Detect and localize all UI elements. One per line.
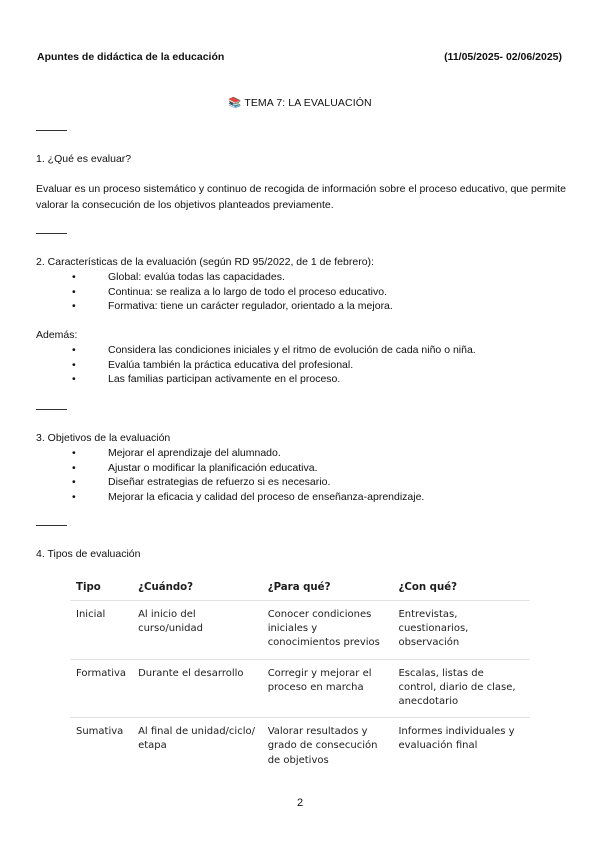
list-item: • Ajustar o modificar la planificación educativa. [36,461,424,476]
table-cell: Al inicio del curso/unidad [132,601,262,660]
document-header-dates: (11/05/2025- 02/06/2025) [444,51,562,63]
list-item: • Mejorar la eficacia y calidad del proceso de enseñanza-aprendizaje. [36,490,424,505]
table-cell: Sumativa [76,726,124,738]
topic-title: 📚 TEMA 7: LA EVALUACIÓN [228,97,372,109]
list-item: • Mejorar el aprendizaje del alumnado. [36,446,424,461]
list-item: • Evalúa también la práctica educativa del profesional. [36,358,476,373]
section-divider [36,525,67,526]
ademas-list [36,343,476,387]
column-header: ¿Cuándo? [132,576,262,601]
table-row [70,601,530,660]
table-cell: Al final de unidad/ciclo/ etapa [138,726,255,752]
column-header: Tipo [70,576,132,601]
table-row [70,718,530,776]
section-1-heading: 1. ¿Qué es evaluar? [36,153,132,165]
table-cell: Entrevistas, cuestionarios, observación [392,601,530,660]
section-divider [36,130,67,131]
table-cell: Conocer condiciones iniciales y conocimientos previos [262,601,393,660]
section-2-heading: 2. Características de la evaluación (según RD 95/2022, de 1 de febrero): [36,256,374,268]
table-cell: Corregir y mejorar el proceso en marcha [262,659,393,718]
list-item: • Diseñar estrategias de refuerzo si es necesario. [36,475,424,490]
section-4-heading: 4. Tipos de evaluación [36,548,141,560]
list-item: • Formativa: tiene un carácter regulador, orientado a la mejora. [36,299,393,314]
evaluation-types-table [70,576,530,776]
section-3-heading: 3. Objetivos de la evaluación [36,432,171,444]
characteristics-list [36,270,393,314]
table-cell: Durante el desarrollo [132,659,262,718]
list-item: • Las familias participan activamente en el proceso. [36,372,476,387]
table-row [70,659,530,718]
section-1-paragraph: Evaluar es un proceso sistemático y continuo de recogida de información sobre el proceso educativo, que permite valorar la consecución de los objetivos planteados previamente. [36,183,566,211]
list-item: • Continua: se realiza a lo largo de todo el proceso educativo. [36,285,393,300]
table-cell: Inicial [70,601,132,660]
ademas-label: Además: [36,329,78,341]
list-item: • Considera las condiciones iniciales y el ritmo de evolución de cada niño o niña. [36,343,476,358]
column-header: ¿Para qué? [262,576,393,601]
document-header-title: Apuntes de didáctica de la educación [37,51,225,63]
table-cell: Valorar resultados y grado de consecución de objetivos [267,726,378,766]
table-header-row [70,576,530,601]
page-number: 2 [296,797,304,809]
list-item: • Global: evalúa todas las capacidades. [36,270,393,285]
column-header: ¿Con qué? [392,576,530,601]
table-cell: Escalas, listas de control, diario de clase, anecdotario [392,659,530,718]
section-divider [36,409,67,410]
table-cell: Informes individuales y evaluación final [398,726,515,752]
section-divider [36,233,67,234]
table-cell: Formativa [70,659,132,718]
objectives-list [36,446,424,505]
